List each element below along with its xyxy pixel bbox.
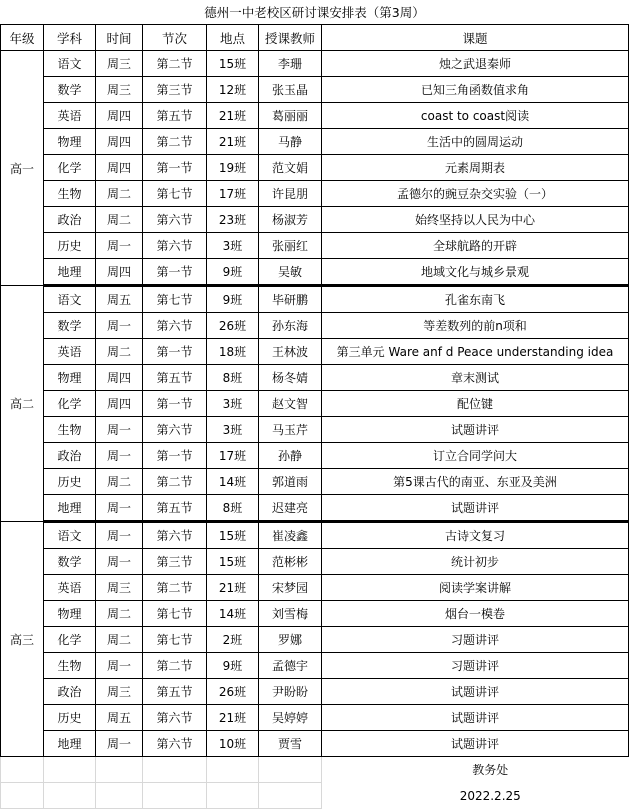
cell-subject: 数学 <box>44 313 96 339</box>
cell-topic: 订立合同学问大 <box>322 443 629 469</box>
cell-location: 26班 <box>207 313 259 339</box>
cell-time: 周二 <box>96 181 143 207</box>
empty-cell <box>259 783 322 809</box>
cell-teacher: 许昆朋 <box>259 181 322 207</box>
cell-period: 第二节 <box>143 51 207 77</box>
empty-cell <box>44 783 96 809</box>
cell-time: 周五 <box>96 286 143 313</box>
cell-subject: 地理 <box>44 259 96 286</box>
table-row <box>1 77 629 103</box>
cell-period: 第七节 <box>143 286 207 313</box>
table-row <box>1 286 629 313</box>
table-row <box>1 495 629 522</box>
cell-period: 第二节 <box>143 469 207 495</box>
cell-time: 周一 <box>96 549 143 575</box>
cell-teacher: 孙静 <box>259 443 322 469</box>
cell-location: 9班 <box>207 259 259 286</box>
table-row <box>1 627 629 653</box>
cell-location: 19班 <box>207 155 259 181</box>
table-row <box>1 653 629 679</box>
cell-topic: 试题讲评 <box>322 495 629 522</box>
cell-location: 21班 <box>207 129 259 155</box>
cell-period: 第七节 <box>143 181 207 207</box>
cell-location: 23班 <box>207 207 259 233</box>
cell-teacher: 李珊 <box>259 51 322 77</box>
cell-period: 第三节 <box>143 549 207 575</box>
cell-topic: 配位键 <box>322 391 629 417</box>
cell-time: 周二 <box>96 469 143 495</box>
cell-period: 第五节 <box>143 679 207 705</box>
page-title: 德州一中老校区研讨课安排表（第3周） <box>1 0 629 25</box>
title-row <box>1 0 629 25</box>
cell-time: 周一 <box>96 443 143 469</box>
cell-location: 15班 <box>207 522 259 549</box>
cell-teacher: 杨冬婧 <box>259 365 322 391</box>
table-row <box>1 575 629 601</box>
cell-teacher: 吴婷婷 <box>259 705 322 731</box>
empty-cell <box>207 783 259 809</box>
office-signature: 教务处 <box>472 763 509 778</box>
cell-subject: 政治 <box>44 443 96 469</box>
cell-time: 周四 <box>96 259 143 286</box>
cell-teacher: 迟建亮 <box>259 495 322 522</box>
cell-time: 周四 <box>96 155 143 181</box>
cell-location: 14班 <box>207 601 259 627</box>
cell-subject: 历史 <box>44 233 96 259</box>
cell-subject: 物理 <box>44 129 96 155</box>
cell-topic: 第三单元 Ware anf d Peace understanding idea <box>322 339 629 365</box>
cell-period: 第五节 <box>143 365 207 391</box>
empty-cell <box>1 783 44 809</box>
cell-period: 第七节 <box>143 601 207 627</box>
cell-topic: 统计初步 <box>322 549 629 575</box>
cell-topic: 烟台一模卷 <box>322 601 629 627</box>
cell-teacher: 郭道雨 <box>259 469 322 495</box>
cell-period: 第二节 <box>143 653 207 679</box>
cell-topic: 试题讲评 <box>322 679 629 705</box>
cell-period: 第六节 <box>143 207 207 233</box>
cell-location: 15班 <box>207 51 259 77</box>
empty-cell <box>44 757 96 783</box>
header-teacher: 授课教师 <box>259 25 322 51</box>
header-location: 地点 <box>207 25 259 51</box>
cell-time: 周一 <box>96 653 143 679</box>
cell-location: 17班 <box>207 181 259 207</box>
cell-topic: 生活中的圆周运动 <box>322 129 629 155</box>
empty-cell <box>1 757 44 783</box>
cell-topic: 习题讲评 <box>322 653 629 679</box>
cell-period: 第五节 <box>143 103 207 129</box>
cell-period: 第三节 <box>143 77 207 103</box>
signature-date: 2022.2.25 <box>459 788 521 803</box>
cell-location: 2班 <box>207 627 259 653</box>
cell-topic: 第5课古代的南亚、东亚及美洲 <box>322 469 629 495</box>
cell-period: 第二节 <box>143 575 207 601</box>
table-row <box>1 601 629 627</box>
empty-cell <box>259 757 322 783</box>
cell-period: 第二节 <box>143 129 207 155</box>
cell-location: 10班 <box>207 731 259 757</box>
cell-time: 周四 <box>96 391 143 417</box>
cell-topic: 孟德尔的豌豆杂交实验（一） <box>322 181 629 207</box>
empty-cell <box>143 783 207 809</box>
table-row <box>1 155 629 181</box>
cell-time: 周二 <box>96 339 143 365</box>
header-row <box>1 25 629 51</box>
cell-period: 第六节 <box>143 522 207 549</box>
cell-location: 3班 <box>207 391 259 417</box>
cell-period: 第六节 <box>143 731 207 757</box>
cell-subject: 政治 <box>44 679 96 705</box>
cell-period: 第七节 <box>143 627 207 653</box>
cell-teacher: 吴敏 <box>259 259 322 286</box>
table-row <box>1 207 629 233</box>
cell-topic: coast to coast阅读 <box>322 103 629 129</box>
header-period: 节次 <box>143 25 207 51</box>
cell-topic: 试题讲评 <box>322 417 629 443</box>
table-row <box>1 391 629 417</box>
cell-time: 周一 <box>96 233 143 259</box>
cell-teacher: 马静 <box>259 129 322 155</box>
cell-location: 3班 <box>207 417 259 443</box>
cell-teacher: 毕研鹏 <box>259 286 322 313</box>
cell-time: 周一 <box>96 417 143 443</box>
cell-subject: 地理 <box>44 731 96 757</box>
cell-teacher: 张丽红 <box>259 233 322 259</box>
cell-subject: 生物 <box>44 653 96 679</box>
cell-time: 周一 <box>96 522 143 549</box>
table-row <box>1 679 629 705</box>
table-row <box>1 549 629 575</box>
cell-subject: 数学 <box>44 549 96 575</box>
table-row <box>1 51 629 77</box>
cell-subject: 化学 <box>44 391 96 417</box>
header-topic: 课题 <box>322 25 629 51</box>
cell-location: 18班 <box>207 339 259 365</box>
table-row <box>1 469 629 495</box>
footer-row <box>1 757 629 783</box>
table-row <box>1 339 629 365</box>
cell-teacher: 赵文智 <box>259 391 322 417</box>
cell-time: 周二 <box>96 601 143 627</box>
cell-period: 第六节 <box>143 313 207 339</box>
empty-cell <box>207 757 259 783</box>
cell-period: 第一节 <box>143 155 207 181</box>
cell-location: 14班 <box>207 469 259 495</box>
cell-subject: 英语 <box>44 575 96 601</box>
cell-period: 第六节 <box>143 233 207 259</box>
cell-location: 3班 <box>207 233 259 259</box>
cell-teacher: 杨淑芳 <box>259 207 322 233</box>
cell-location: 17班 <box>207 443 259 469</box>
footer-row <box>1 783 629 809</box>
cell-topic: 孔雀东南飞 <box>322 286 629 313</box>
cell-topic: 等差数列的前n项和 <box>322 313 629 339</box>
table-row <box>1 181 629 207</box>
cell-location: 26班 <box>207 679 259 705</box>
cell-teacher: 王林波 <box>259 339 322 365</box>
cell-location: 21班 <box>207 103 259 129</box>
cell-subject: 化学 <box>44 155 96 181</box>
cell-time: 周一 <box>96 313 143 339</box>
cell-subject: 语文 <box>44 286 96 313</box>
empty-cell <box>143 757 207 783</box>
cell-teacher: 宋梦园 <box>259 575 322 601</box>
cell-topic: 试题讲评 <box>322 731 629 757</box>
header-subject: 学科 <box>44 25 96 51</box>
cell-time: 周一 <box>96 495 143 522</box>
table-row <box>1 259 629 286</box>
cell-time: 周一 <box>96 731 143 757</box>
cell-subject: 物理 <box>44 601 96 627</box>
grade-label: 高二 <box>1 286 44 522</box>
cell-subject: 化学 <box>44 627 96 653</box>
cell-subject: 语文 <box>44 51 96 77</box>
cell-topic: 烛之武退秦师 <box>322 51 629 77</box>
cell-subject: 语文 <box>44 522 96 549</box>
cell-location: 8班 <box>207 495 259 522</box>
header-time: 时间 <box>96 25 143 51</box>
table-row <box>1 313 629 339</box>
cell-subject: 地理 <box>44 495 96 522</box>
cell-period: 第五节 <box>143 495 207 522</box>
cell-topic: 全球航路的开辟 <box>322 233 629 259</box>
cell-topic: 阅读学案讲解 <box>322 575 629 601</box>
cell-topic: 习题讲评 <box>322 627 629 653</box>
cell-location: 15班 <box>207 549 259 575</box>
cell-time: 周三 <box>96 77 143 103</box>
cell-topic: 元素周期表 <box>322 155 629 181</box>
cell-topic: 已知三角函数值求角 <box>322 77 629 103</box>
cell-teacher: 尹盼盼 <box>259 679 322 705</box>
cell-topic: 章末测试 <box>322 365 629 391</box>
grade-label: 高一 <box>1 51 44 286</box>
cell-subject: 历史 <box>44 469 96 495</box>
cell-teacher: 葛丽丽 <box>259 103 322 129</box>
cell-subject: 英语 <box>44 339 96 365</box>
table-row <box>1 705 629 731</box>
table-row <box>1 522 629 549</box>
cell-topic: 地域文化与城乡景观 <box>322 259 629 286</box>
cell-location: 9班 <box>207 653 259 679</box>
cell-time: 周四 <box>96 103 143 129</box>
table-row <box>1 103 629 129</box>
cell-subject: 数学 <box>44 77 96 103</box>
cell-topic: 古诗文复习 <box>322 522 629 549</box>
cell-teacher: 贾雪 <box>259 731 322 757</box>
cell-topic: 试题讲评 <box>322 705 629 731</box>
cell-location: 9班 <box>207 286 259 313</box>
table-row <box>1 233 629 259</box>
cell-time: 周三 <box>96 679 143 705</box>
table-row <box>1 129 629 155</box>
cell-period: 第六节 <box>143 417 207 443</box>
cell-location: 21班 <box>207 575 259 601</box>
cell-location: 21班 <box>207 705 259 731</box>
cell-period: 第六节 <box>143 705 207 731</box>
cell-teacher: 崔凌鑫 <box>259 522 322 549</box>
cell-time: 周三 <box>96 51 143 77</box>
cell-subject: 生物 <box>44 181 96 207</box>
cell-teacher: 范文娟 <box>259 155 322 181</box>
cell-time: 周二 <box>96 207 143 233</box>
cell-period: 第一节 <box>143 443 207 469</box>
cell-subject: 生物 <box>44 417 96 443</box>
grade-label: 高三 <box>1 522 44 757</box>
cell-teacher: 罗娜 <box>259 627 322 653</box>
table-row <box>1 443 629 469</box>
table-row <box>1 731 629 757</box>
cell-teacher: 马玉芹 <box>259 417 322 443</box>
cell-subject: 政治 <box>44 207 96 233</box>
cell-topic: 始终坚持以人民为中心 <box>322 207 629 233</box>
cell-teacher: 张玉晶 <box>259 77 322 103</box>
cell-time: 周三 <box>96 575 143 601</box>
table-row <box>1 417 629 443</box>
cell-subject: 历史 <box>44 705 96 731</box>
empty-cell <box>96 757 143 783</box>
cell-period: 第一节 <box>143 339 207 365</box>
cell-subject: 物理 <box>44 365 96 391</box>
cell-time: 周二 <box>96 627 143 653</box>
cell-teacher: 刘雪梅 <box>259 601 322 627</box>
cell-time: 周四 <box>96 129 143 155</box>
cell-teacher: 孟德宇 <box>259 653 322 679</box>
cell-teacher: 孙东海 <box>259 313 322 339</box>
empty-cell <box>96 783 143 809</box>
header-grade: 年级 <box>1 25 44 51</box>
cell-teacher: 范彬彬 <box>259 549 322 575</box>
cell-period: 第一节 <box>143 259 207 286</box>
cell-period: 第一节 <box>143 391 207 417</box>
cell-time: 周五 <box>96 705 143 731</box>
cell-time: 周四 <box>96 365 143 391</box>
cell-location: 8班 <box>207 365 259 391</box>
table-row <box>1 365 629 391</box>
cell-location: 12班 <box>207 77 259 103</box>
cell-subject: 英语 <box>44 103 96 129</box>
